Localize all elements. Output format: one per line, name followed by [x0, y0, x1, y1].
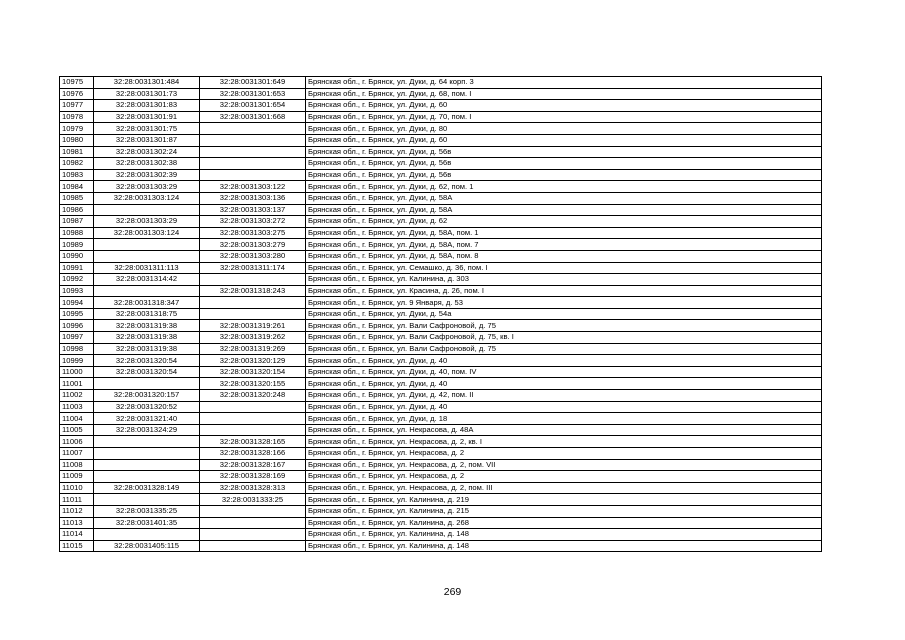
row-number-cell: 11014 [60, 529, 94, 541]
address-cell: Брянская обл., г. Брянск, ул. Дуки, д. 40 [306, 355, 822, 367]
table-row [60, 77, 822, 89]
address-cell: Брянская обл., г. Брянск, ул. Дуки, д. 42, пом. II [306, 390, 822, 402]
object-cadastral-number-cell [200, 169, 306, 181]
address-cell: Брянская обл., г. Брянск, ул. Некрасова, д. 2 [306, 448, 822, 460]
table-row [60, 192, 822, 204]
row-number-cell: 11000 [60, 366, 94, 378]
row-number-cell: 10979 [60, 123, 94, 135]
object-cadastral-number-cell: 32:28:0031328:169 [200, 471, 306, 483]
object-cadastral-number-cell [200, 274, 306, 286]
object-cadastral-number-cell: 32:28:0031303:136 [200, 192, 306, 204]
row-number-cell: 10976 [60, 88, 94, 100]
address-cell: Брянская обл., г. Брянск, ул. Некрасова, д. 48А [306, 424, 822, 436]
object-cadastral-number-cell: 32:28:0031328:313 [200, 482, 306, 494]
address-cell: Брянская обл., г. Брянск, ул. Дуки, д. 40 [306, 401, 822, 413]
address-cell: Брянская обл., г. Брянск, ул. Вали Сафроновой, д. 75 [306, 320, 822, 332]
cadastral-number-cell: 32:28:0031328:149 [94, 482, 200, 494]
table-row [60, 250, 822, 262]
object-cadastral-number-cell: 32:28:0031301:654 [200, 100, 306, 112]
address-cell: Брянская обл., г. Брянск, ул. Дуки, д. 58А, пом. 8 [306, 250, 822, 262]
cadastral-number-cell: 32:28:0031401:35 [94, 517, 200, 529]
cadastral-number-cell [94, 239, 200, 251]
object-cadastral-number-cell: 32:28:0031319:269 [200, 343, 306, 355]
cadastral-number-cell: 32:28:0031320:52 [94, 401, 200, 413]
table-row [60, 134, 822, 146]
object-cadastral-number-cell: 32:28:0031303:275 [200, 227, 306, 239]
address-cell: Брянская обл., г. Брянск, ул. Дуки, д. 62 [306, 216, 822, 228]
cadastral-number-cell [94, 494, 200, 506]
address-cell: Брянская обл., г. Брянск, ул. Семашко, д. 36, пом. I [306, 262, 822, 274]
address-cell: Брянская обл., г. Брянск, ул. Калинина, д. 148 [306, 529, 822, 541]
address-cell: Брянская обл., г. Брянск, ул. Калинина, д. 303 [306, 274, 822, 286]
cadastral-number-cell: 32:28:0031319:38 [94, 343, 200, 355]
table-row [60, 227, 822, 239]
cadastral-number-cell: 32:28:0031301:91 [94, 111, 200, 123]
row-number-cell: 10992 [60, 274, 94, 286]
row-number-cell: 11011 [60, 494, 94, 506]
cadastral-number-cell: 32:28:0031405:115 [94, 540, 200, 552]
cadastral-number-cell: 32:28:0031319:38 [94, 332, 200, 344]
table-row [60, 482, 822, 494]
address-cell: Брянская обл., г. Брянск, ул. Дуки, д. 62, пом. 1 [306, 181, 822, 193]
row-number-cell: 11007 [60, 448, 94, 460]
object-cadastral-number-cell: 32:28:0031303:137 [200, 204, 306, 216]
address-cell: Брянская обл., г. Брянск, ул. Калинина, д. 219 [306, 494, 822, 506]
row-number-cell: 10986 [60, 204, 94, 216]
cadastral-number-cell: 32:28:0031301:75 [94, 123, 200, 135]
data-table [59, 76, 822, 552]
object-cadastral-number-cell: 32:28:0031303:122 [200, 181, 306, 193]
object-cadastral-number-cell: 32:28:0031328:165 [200, 436, 306, 448]
row-number-cell: 11009 [60, 471, 94, 483]
row-number-cell: 10999 [60, 355, 94, 367]
object-cadastral-number-cell [200, 505, 306, 517]
table-row [60, 494, 822, 506]
table-row [60, 343, 822, 355]
cadastral-number-cell [94, 529, 200, 541]
address-cell: Брянская обл., г. Брянск, ул. Дуки, д. 56в [306, 158, 822, 170]
object-cadastral-number-cell [200, 134, 306, 146]
address-cell: Брянская обл., г. Брянск, ул. Калинина, д. 268 [306, 517, 822, 529]
table-row [60, 332, 822, 344]
table-row [60, 401, 822, 413]
table-row [60, 378, 822, 390]
cadastral-number-cell [94, 459, 200, 471]
address-cell: Брянская обл., г. Брянск, ул. Некрасова, д. 2, пом. III [306, 482, 822, 494]
row-number-cell: 10994 [60, 297, 94, 309]
row-number-cell: 10980 [60, 134, 94, 146]
table-row [60, 540, 822, 552]
object-cadastral-number-cell: 32:28:0031301:649 [200, 77, 306, 89]
object-cadastral-number-cell [200, 529, 306, 541]
cadastral-number-cell: 32:28:0031324:29 [94, 424, 200, 436]
address-cell: Брянская обл., г. Брянск, ул. Вали Сафроновой, д. 75 [306, 343, 822, 355]
address-cell: Брянская обл., г. Брянск, ул. Дуки, д. 56в [306, 146, 822, 158]
table-row [60, 471, 822, 483]
table-row [60, 158, 822, 170]
object-cadastral-number-cell [200, 123, 306, 135]
row-number-cell: 11012 [60, 505, 94, 517]
table-row [60, 355, 822, 367]
table-row [60, 100, 822, 112]
object-cadastral-number-cell: 32:28:0031318:243 [200, 285, 306, 297]
address-cell: Брянская обл., г. Брянск, ул. Дуки, д. 40 [306, 378, 822, 390]
object-cadastral-number-cell: 32:28:0031320:129 [200, 355, 306, 367]
cadastral-number-cell: 32:28:0031320:54 [94, 355, 200, 367]
row-number-cell: 11001 [60, 378, 94, 390]
row-number-cell: 10977 [60, 100, 94, 112]
row-number-cell: 11015 [60, 540, 94, 552]
row-number-cell: 10997 [60, 332, 94, 344]
row-number-cell: 10983 [60, 169, 94, 181]
table-row [60, 424, 822, 436]
object-cadastral-number-cell: 32:28:0031328:166 [200, 448, 306, 460]
address-cell: Брянская обл., г. Брянск, ул. Дуки, д. 58А [306, 192, 822, 204]
cadastral-number-cell: 32:28:0031335:25 [94, 505, 200, 517]
table-row [60, 459, 822, 471]
row-number-cell: 10987 [60, 216, 94, 228]
object-cadastral-number-cell: 32:28:0031303:272 [200, 216, 306, 228]
address-cell: Брянская обл., г. Брянск, ул. Дуки, д. 58А [306, 204, 822, 216]
table-row [60, 505, 822, 517]
table-row [60, 239, 822, 251]
row-number-cell: 11006 [60, 436, 94, 448]
address-cell: Брянская обл., г. Брянск, ул. Дуки, д. 56в [306, 169, 822, 181]
object-cadastral-number-cell: 32:28:0031311:174 [200, 262, 306, 274]
object-cadastral-number-cell: 32:28:0031328:167 [200, 459, 306, 471]
cadastral-number-cell: 32:28:0031314:42 [94, 274, 200, 286]
table-row [60, 366, 822, 378]
object-cadastral-number-cell: 32:28:0031303:280 [200, 250, 306, 262]
page-number: 269 [443, 586, 462, 598]
row-number-cell: 10985 [60, 192, 94, 204]
cadastral-number-cell [94, 436, 200, 448]
address-cell: Брянская обл., г. Брянск, ул. Некрасова, д. 2 [306, 471, 822, 483]
row-number-cell: 10996 [60, 320, 94, 332]
cadastral-number-cell: 32:28:0031303:124 [94, 192, 200, 204]
object-cadastral-number-cell: 32:28:0031320:248 [200, 390, 306, 402]
cadastral-number-cell: 32:28:0031318:75 [94, 308, 200, 320]
table-body [60, 77, 822, 552]
table-row [60, 111, 822, 123]
address-cell: Брянская обл., г. Брянск, ул. Некрасова, д. 2, пом. VII [306, 459, 822, 471]
cadastral-number-cell: 32:28:0031303:29 [94, 181, 200, 193]
object-cadastral-number-cell: 32:28:0031320:155 [200, 378, 306, 390]
row-number-cell: 11004 [60, 413, 94, 425]
row-number-cell: 11010 [60, 482, 94, 494]
object-cadastral-number-cell [200, 146, 306, 158]
address-cell: Брянская обл., г. Брянск, ул. Дуки, д. 18 [306, 413, 822, 425]
object-cadastral-number-cell [200, 540, 306, 552]
table-row [60, 274, 822, 286]
address-cell: Брянская обл., г. Брянск, ул. Дуки, д. 60 [306, 100, 822, 112]
address-cell: Брянская обл., г. Брянск, ул. Дуки, д. 58А, пом. 1 [306, 227, 822, 239]
address-cell: Брянская обл., г. Брянск, ул. Дуки, д. 54а [306, 308, 822, 320]
cadastral-number-cell [94, 250, 200, 262]
object-cadastral-number-cell: 32:28:0031301:653 [200, 88, 306, 100]
object-cadastral-number-cell: 32:28:0031333:25 [200, 494, 306, 506]
cadastral-number-cell: 32:28:0031311:113 [94, 262, 200, 274]
address-cell: Брянская обл., г. Брянск, ул. Красина, д. 26, пом. I [306, 285, 822, 297]
table-row [60, 169, 822, 181]
row-number-cell: 10998 [60, 343, 94, 355]
table-row [60, 448, 822, 460]
address-cell: Брянская обл., г. Брянск, ул. 9 Января, д. 53 [306, 297, 822, 309]
table-row [60, 204, 822, 216]
object-cadastral-number-cell: 32:28:0031319:261 [200, 320, 306, 332]
table-row [60, 216, 822, 228]
table-row [60, 123, 822, 135]
row-number-cell: 11002 [60, 390, 94, 402]
object-cadastral-number-cell: 32:28:0031319:262 [200, 332, 306, 344]
row-number-cell: 10982 [60, 158, 94, 170]
object-cadastral-number-cell [200, 401, 306, 413]
row-number-cell: 10988 [60, 227, 94, 239]
address-cell: Брянская обл., г. Брянск, ул. Дуки, д. 68, пом. I [306, 88, 822, 100]
cadastral-number-cell: 32:28:0031303:124 [94, 227, 200, 239]
cadastral-number-cell: 32:28:0031320:157 [94, 390, 200, 402]
table-row [60, 413, 822, 425]
cadastral-number-cell: 32:28:0031303:29 [94, 216, 200, 228]
table-row [60, 181, 822, 193]
address-cell: Брянская обл., г. Брянск, ул. Дуки, д. 40, пом. IV [306, 366, 822, 378]
table-row [60, 285, 822, 297]
table-row [60, 436, 822, 448]
cadastral-number-cell: 32:28:0031301:73 [94, 88, 200, 100]
table-row [60, 390, 822, 402]
table-row [60, 88, 822, 100]
table-row [60, 529, 822, 541]
row-number-cell: 10995 [60, 308, 94, 320]
row-number-cell: 11005 [60, 424, 94, 436]
table-row [60, 262, 822, 274]
row-number-cell: 11008 [60, 459, 94, 471]
cadastral-number-cell: 32:28:0031320:54 [94, 366, 200, 378]
row-number-cell: 11013 [60, 517, 94, 529]
row-number-cell: 11003 [60, 401, 94, 413]
row-number-cell: 10989 [60, 239, 94, 251]
cadastral-number-cell: 32:28:0031321:40 [94, 413, 200, 425]
object-cadastral-number-cell [200, 158, 306, 170]
table-row [60, 320, 822, 332]
row-number-cell: 10990 [60, 250, 94, 262]
cadastral-number-cell: 32:28:0031301:83 [94, 100, 200, 112]
address-cell: Брянская обл., г. Брянск, ул. Калинина, д. 148 [306, 540, 822, 552]
cadastral-number-cell [94, 204, 200, 216]
object-cadastral-number-cell: 32:28:0031320:154 [200, 366, 306, 378]
address-cell: Брянская обл., г. Брянск, ул. Вали Сафроновой, д. 75, кв. I [306, 332, 822, 344]
address-cell: Брянская обл., г. Брянск, ул. Некрасова, д. 2, кв. I [306, 436, 822, 448]
address-cell: Брянская обл., г. Брянск, ул. Дуки, д. 60 [306, 134, 822, 146]
object-cadastral-number-cell [200, 413, 306, 425]
row-number-cell: 10991 [60, 262, 94, 274]
cadastral-number-cell [94, 378, 200, 390]
address-cell: Брянская обл., г. Брянск, ул. Дуки, д. 64 корп. 3 [306, 77, 822, 89]
cadastral-number-cell [94, 285, 200, 297]
address-cell: Брянская обл., г. Брянск, ул. Дуки, д. 80 [306, 123, 822, 135]
object-cadastral-number-cell [200, 297, 306, 309]
cadastral-number-cell: 32:28:0031301:87 [94, 134, 200, 146]
cadastral-number-cell: 32:28:0031302:39 [94, 169, 200, 181]
cadastral-number-cell [94, 448, 200, 460]
row-number-cell: 10978 [60, 111, 94, 123]
cadastral-number-cell [94, 471, 200, 483]
row-number-cell: 10975 [60, 77, 94, 89]
address-cell: Брянская обл., г. Брянск, ул. Дуки, д. 58А, пом. 7 [306, 239, 822, 251]
object-cadastral-number-cell: 32:28:0031301:668 [200, 111, 306, 123]
table-row [60, 146, 822, 158]
table-row [60, 517, 822, 529]
table-row [60, 297, 822, 309]
address-cell: Брянская обл., г. Брянск, ул. Калинина, д. 215 [306, 505, 822, 517]
object-cadastral-number-cell: 32:28:0031303:279 [200, 239, 306, 251]
cadastral-number-cell: 32:28:0031319:38 [94, 320, 200, 332]
row-number-cell: 10981 [60, 146, 94, 158]
table-row [60, 308, 822, 320]
object-cadastral-number-cell [200, 308, 306, 320]
row-number-cell: 10993 [60, 285, 94, 297]
cadastral-number-cell: 32:28:0031302:24 [94, 146, 200, 158]
object-cadastral-number-cell [200, 424, 306, 436]
address-cell: Брянская обл., г. Брянск, ул. Дуки, д. 70, пом. I [306, 111, 822, 123]
cadastral-number-cell: 32:28:0031302:38 [94, 158, 200, 170]
cadastral-number-cell: 32:28:0031301:484 [94, 77, 200, 89]
object-cadastral-number-cell [200, 517, 306, 529]
row-number-cell: 10984 [60, 181, 94, 193]
cadastral-number-cell: 32:28:0031318:347 [94, 297, 200, 309]
